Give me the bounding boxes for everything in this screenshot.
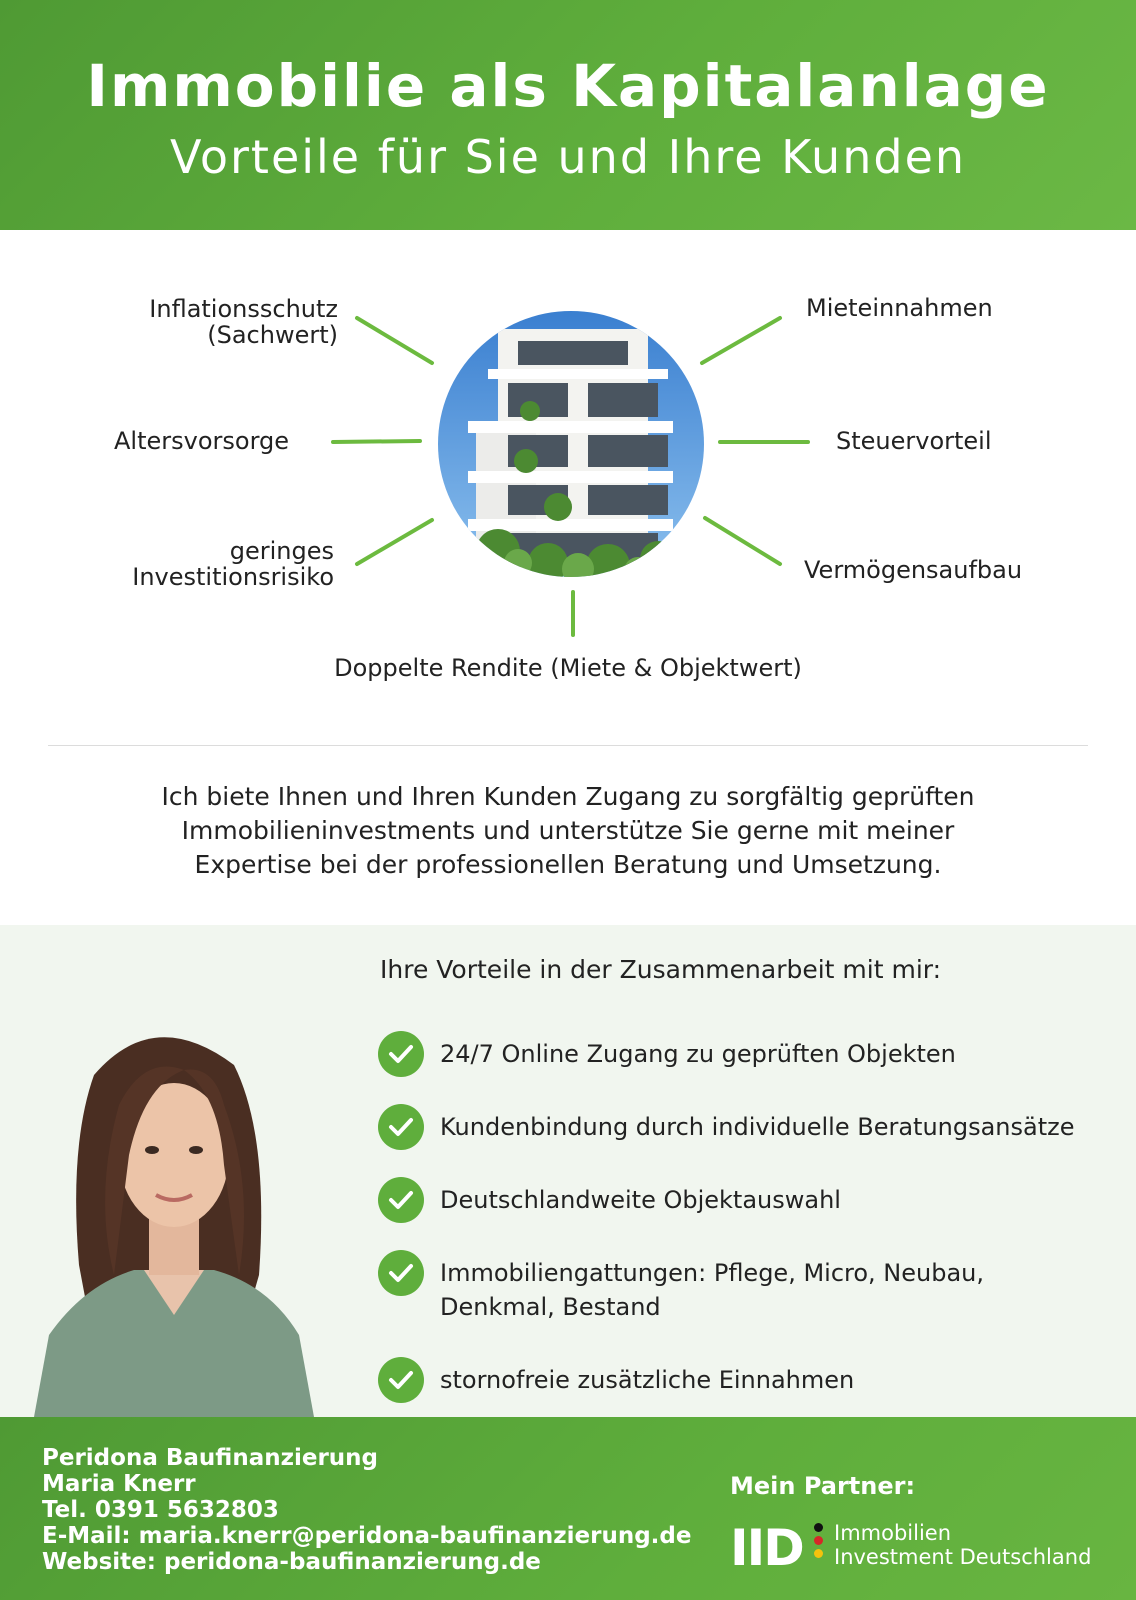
partner-label: Mein Partner: bbox=[730, 1472, 916, 1500]
check-icon bbox=[378, 1357, 424, 1403]
benefit-item-stornofrei bbox=[378, 1357, 1098, 1397]
check-icon bbox=[378, 1250, 424, 1296]
intro-line-2: Immobilieninvestments und unterstütze Sie gerne mit meiner bbox=[181, 816, 955, 845]
benefits-diagram bbox=[0, 230, 1136, 710]
benefit-item-immobiliengattungen bbox=[378, 1250, 1098, 1324]
consultant-portrait bbox=[24, 1015, 324, 1417]
benefit-item-kundenbindung bbox=[378, 1104, 1098, 1144]
check-icon bbox=[378, 1031, 424, 1077]
partner-name-line2: Investment Deutschland bbox=[834, 1545, 1092, 1569]
connector-miete bbox=[702, 318, 780, 363]
benefits-list bbox=[378, 1031, 1098, 1397]
benefit-text-line2: Denkmal, Bestand bbox=[440, 1293, 661, 1321]
connector-risiko bbox=[357, 520, 432, 564]
header-banner bbox=[0, 0, 1136, 230]
label-risiko-line2: Investitionsrisiko bbox=[132, 563, 334, 591]
label-vermoegensaufbau: Vermögensaufbau bbox=[804, 556, 1023, 584]
label-steuervorteil: Steuervorteil bbox=[836, 427, 992, 455]
label-altersvorsorge: Altersvorsorge bbox=[114, 427, 290, 455]
building-photo bbox=[438, 311, 704, 577]
partner-name-line1: Immobilien bbox=[834, 1521, 952, 1545]
connector-vermoegen bbox=[705, 518, 780, 564]
benefits-title: Ihre Vorteile in der Zusammenarbeit mit mir: bbox=[380, 955, 942, 984]
partner-logo-mark: IID bbox=[730, 1519, 803, 1577]
connector-inflation bbox=[357, 318, 432, 363]
label-mieteinnahmen: Mieteinnahmen bbox=[806, 294, 993, 322]
benefit-text: stornofreie zusätzliche Einnahmen bbox=[440, 1366, 855, 1394]
email-link[interactable]: E-Mail: maria.knerr@peridona-baufinanzierung.de bbox=[42, 1523, 692, 1549]
intro-text bbox=[60, 780, 1076, 882]
intro-line-1: Ich biete Ihnen und Ihren Kunden Zugang zu sorgfältig geprüften bbox=[161, 782, 975, 811]
label-inflation-line1: Inflationsschutz bbox=[149, 295, 338, 323]
connector-alter bbox=[333, 441, 420, 442]
benefit-text: Kundenbindung durch individuelle Beratungsansätze bbox=[440, 1113, 1075, 1141]
contact-block bbox=[42, 1445, 691, 1575]
label-doppelte-rendite: Doppelte Rendite (Miete & Objektwert) bbox=[334, 654, 802, 682]
benefit-text-line1: Immobiliengattungen: Pflege, Micro, Neubau, bbox=[440, 1259, 985, 1287]
website-link[interactable]: Website: peridona-baufinanzierung.de bbox=[42, 1549, 541, 1575]
page-subtitle: Vorteile für Sie und Ihre Kunden bbox=[169, 130, 967, 184]
partner-name bbox=[834, 1521, 1091, 1569]
label-risiko-line1: geringes bbox=[229, 537, 334, 565]
partner-logo bbox=[730, 1517, 1110, 1577]
german-flag-dots-icon bbox=[814, 1523, 824, 1562]
check-icon bbox=[378, 1104, 424, 1150]
benefit-item-objektauswahl bbox=[378, 1177, 1098, 1217]
benefit-item-online bbox=[378, 1031, 1098, 1071]
phone-number[interactable]: Tel. 0391 5632803 bbox=[42, 1497, 279, 1523]
company-name: Peridona Baufinanzierung bbox=[42, 1445, 379, 1471]
label-inflation bbox=[100, 296, 338, 348]
page-title: Immobilie als Kapitalanlage bbox=[86, 52, 1050, 120]
section-divider bbox=[48, 745, 1088, 746]
label-risiko bbox=[100, 538, 334, 590]
label-inflation-line2: (Sachwert) bbox=[207, 321, 338, 349]
consultant-name: Maria Knerr bbox=[42, 1471, 196, 1497]
benefits-section bbox=[0, 925, 1136, 1417]
footer-banner bbox=[0, 1417, 1136, 1600]
benefit-text: 24/7 Online Zugang zu geprüften Objekten bbox=[440, 1040, 956, 1068]
intro-line-3: Expertise bei der professionellen Beratung und Umsetzung. bbox=[194, 850, 942, 879]
benefit-text: Deutschlandweite Objektauswahl bbox=[440, 1186, 841, 1214]
check-icon bbox=[378, 1177, 424, 1223]
